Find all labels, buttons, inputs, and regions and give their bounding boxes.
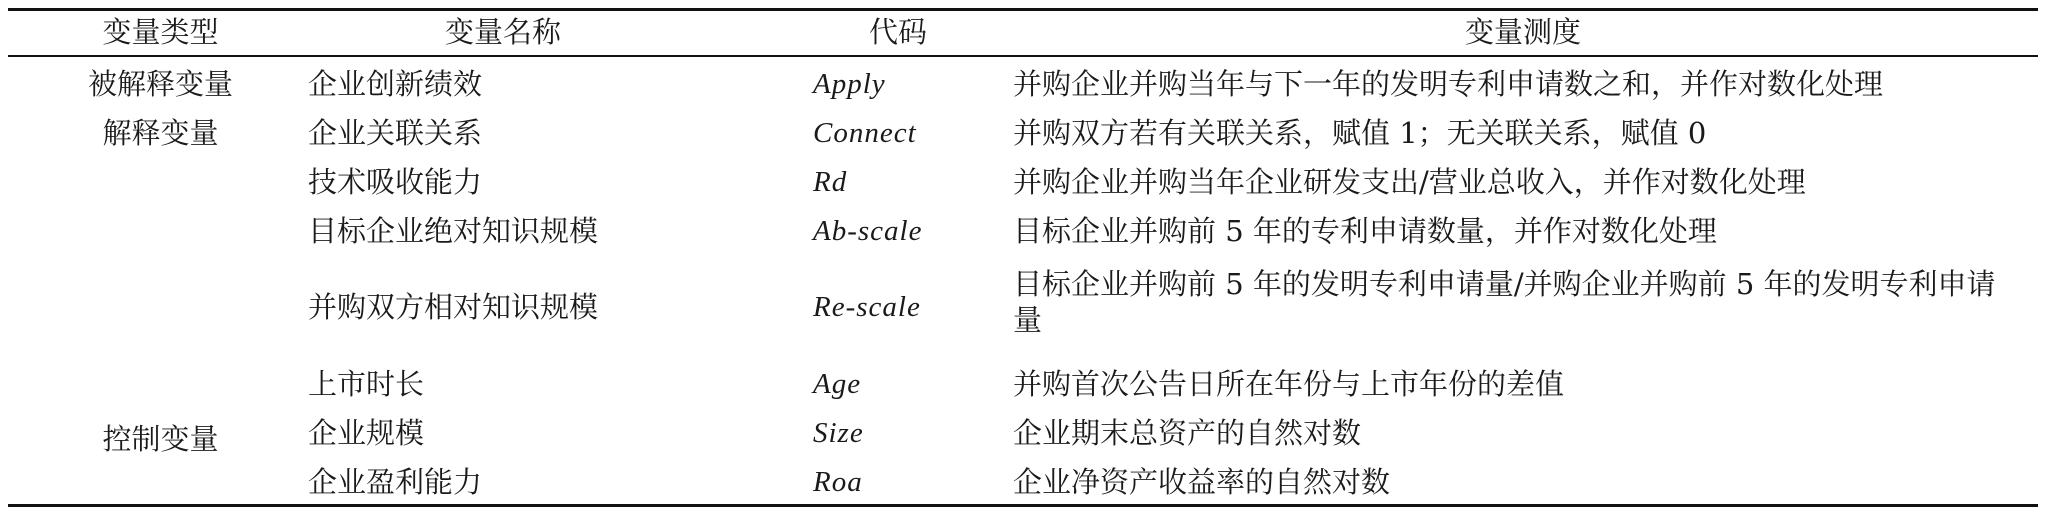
- header-code: 代码: [868, 15, 927, 49]
- row-measure-connect: 并购双方若有关联关系，赋值 1；无关联关系，赋值 0: [1013, 116, 1707, 150]
- header-variable-type: 变量类型: [102, 15, 219, 49]
- header-measure: 变量测度: [1464, 15, 1581, 49]
- table-top-rule: [8, 8, 2038, 11]
- row-name-age: 上市时长: [308, 367, 425, 401]
- row-measure-size: 企业期末总资产的自然对数: [1013, 416, 1362, 450]
- row-name-apply: 企业创新绩效: [308, 67, 483, 101]
- group-label-explanatory: 解释变量: [102, 116, 219, 150]
- row-name-re-scale: 并购双方相对知识规模: [308, 290, 599, 324]
- table-bottom-rule: [8, 504, 2038, 507]
- row-code-apply: Apply: [813, 68, 886, 100]
- row-measure-ab-scale: 目标企业并购前 5 年的专利申请数量，并作对数化处理: [1013, 214, 1717, 248]
- row-name-size: 企业规模: [308, 416, 425, 450]
- row-name-rd: 技术吸收能力: [308, 165, 483, 199]
- row-measure-apply: 并购企业并购当年与下一年的发明专利申请数之和，并作对数化处理: [1013, 67, 1884, 101]
- row-code-connect: Connect: [813, 117, 917, 149]
- row-measure-rd: 并购企业并购当年企业研发支出/营业总收入，并作对数化处理: [1013, 165, 1806, 199]
- table-header-rule: [8, 55, 2038, 57]
- row-code-age: Age: [813, 368, 862, 400]
- row-code-re-scale: Re-scale: [813, 291, 921, 323]
- row-code-ab-scale: Ab-scale: [813, 215, 923, 247]
- row-code-roa: Roa: [813, 466, 863, 498]
- row-measure-re-scale: 目标企业并购前 5 年的发明专利申请量/并购企业并购前 5 年的发明专利申请量: [1013, 267, 1996, 337]
- row-measure-age: 并购首次公告日所在年份与上市年份的差值: [1013, 367, 1565, 401]
- group-label-dependent: 被解释变量: [87, 67, 233, 101]
- row-measure-roa: 企业净资产收益率的自然对数: [1013, 465, 1391, 499]
- header-variable-name: 变量名称: [444, 15, 561, 49]
- row-name-ab-scale: 目标企业绝对知识规模: [308, 214, 599, 248]
- row-name-connect: 企业关联关系: [308, 116, 483, 150]
- row-code-rd: Rd: [813, 166, 848, 198]
- row-code-size: Size: [813, 417, 864, 449]
- group-label-control: 控制变量: [102, 422, 219, 456]
- row-name-roa: 企业盈利能力: [308, 465, 483, 499]
